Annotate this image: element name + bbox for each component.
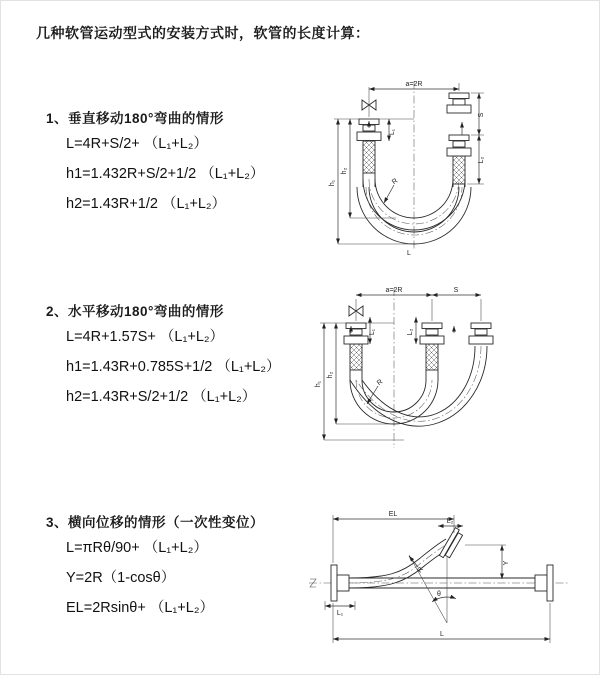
page-title: 几种软管运动型式的安装方式时，软管的长度计算： xyxy=(36,25,370,41)
hub xyxy=(337,575,349,591)
right-leg xyxy=(447,93,471,187)
dim-theta-label: θ xyxy=(437,591,441,598)
dim-l1-label: L₁ xyxy=(336,610,344,617)
dim-l2-label: L₂ xyxy=(407,328,414,336)
center-leg xyxy=(420,323,444,380)
braid-section xyxy=(426,344,438,370)
dim-l2-label: L₂ xyxy=(478,156,485,164)
vertical-180-bend-diagram xyxy=(314,75,594,257)
left-flange xyxy=(331,565,349,601)
dimensions xyxy=(315,287,481,440)
dim-l-label: L xyxy=(440,631,444,638)
left-leg xyxy=(357,119,381,187)
dim-l1-label: L₁ xyxy=(369,328,376,336)
dim-l-label: L xyxy=(407,250,411,257)
flange-plate xyxy=(547,565,553,601)
section3-heading: 3、横向位移的情形（一次性变位） xyxy=(46,515,265,530)
hose-arcs xyxy=(350,346,487,426)
left-leg xyxy=(344,323,368,380)
braid-section xyxy=(453,156,465,184)
section1-heading: 1、垂直移动180°弯曲的情形 xyxy=(46,111,224,126)
section-lateral-displacement xyxy=(46,513,264,623)
flange-plate xyxy=(331,565,337,601)
dim-h2-label: h₂ xyxy=(341,167,348,175)
section-vertical-180 xyxy=(46,109,264,219)
construction-lines xyxy=(409,555,456,623)
formula-L: L=4R+S/2+ （L₁+L₂） xyxy=(66,136,208,152)
lateral-displacement-diagram xyxy=(297,505,600,651)
formula-h1: h1=1.43R+0.785S+1/2 （L₁+L₂） xyxy=(66,359,281,375)
dim-r-label: R xyxy=(376,378,385,388)
dim-h1-label: h₁ xyxy=(329,179,336,187)
horizontal-180-bend-diagram xyxy=(304,280,600,462)
dim-a2r-label: a=2R xyxy=(405,81,423,88)
section-horizontal-180 xyxy=(46,302,280,412)
formula-h2: h2=1.43R+1/2 （L₁+L₂） xyxy=(66,196,227,212)
dim-r-label: R xyxy=(416,566,426,575)
dim-el-label: EL xyxy=(388,511,398,518)
dim-l1-label: L₁ xyxy=(389,128,396,136)
dim-a2r-label: a=2R xyxy=(385,287,403,294)
dim-h1-label: h₁ xyxy=(315,380,322,388)
dim-r-label: R xyxy=(391,177,400,187)
dim-y-label: Y xyxy=(503,560,510,566)
formula-Y: Y=2R（1-cosθ） xyxy=(66,570,176,586)
dim-s-label: S xyxy=(453,287,459,294)
braid-section xyxy=(363,141,375,173)
right-leg-moved xyxy=(469,323,493,344)
dim-s-label: S xyxy=(478,112,485,118)
braid-section xyxy=(350,344,362,370)
hub xyxy=(535,575,547,591)
dimensions xyxy=(325,511,550,643)
formula-L: L=πRθ/90+ （L₁+L₂） xyxy=(66,540,208,556)
dim-h2-label: h₂ xyxy=(327,371,334,379)
formula-L: L=4R+1.57S+ （L₁+L₂） xyxy=(66,329,225,345)
formula-h2: h2=1.43R+S/2+1/2 （L₁+L₂） xyxy=(66,389,257,405)
curved-hose-displaced xyxy=(345,528,464,588)
formula-EL: EL=2Rsinθ+ （L₁+L₂） xyxy=(66,600,214,616)
dim-l2-label: L₂ xyxy=(446,518,454,525)
upper-flange xyxy=(439,528,464,561)
section2-heading: 2、水平移动180°弯曲的情形 xyxy=(46,304,224,319)
formula-h1: h1=1.432R+S/2+1/2 （L₁+L₂） xyxy=(66,166,265,182)
